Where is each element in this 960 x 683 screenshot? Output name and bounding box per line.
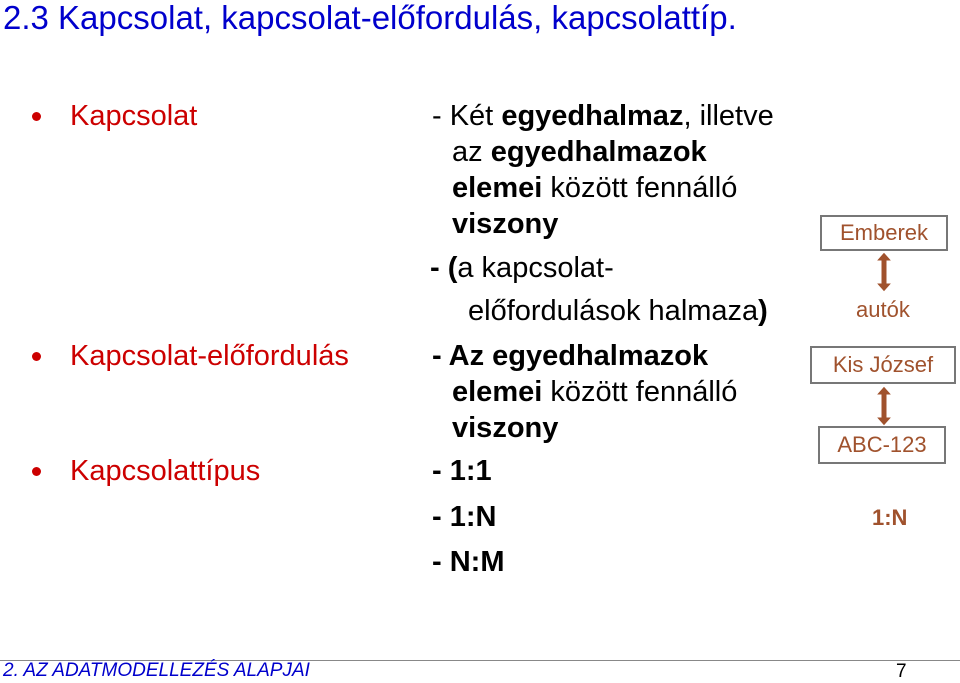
- text: , illetve: [683, 100, 774, 132]
- text-bold: - Az egyedhalmazok: [432, 340, 709, 372]
- instance-box-abc-123: ABC-123: [818, 426, 946, 464]
- slide-title: 2.3 Kapcsolat, kapcsolat-előfordulás, kapcsolattíp.: [3, 0, 737, 36]
- desc-elofordulas-line2: [452, 375, 737, 409]
- text-bold: elemei: [452, 172, 543, 204]
- cardinality-label: 1:N: [872, 505, 908, 530]
- double-arrow-icon: [874, 252, 894, 292]
- text-bold: - (: [430, 252, 458, 284]
- text-bold: egyedhalmazok: [490, 136, 707, 168]
- text-bold: viszony: [452, 208, 559, 240]
- type-1-n: [432, 500, 496, 534]
- bullet-dot: [32, 112, 41, 121]
- desc-kapcsolat-line2: [452, 135, 707, 169]
- desc-elofordulas-line3: [452, 411, 558, 445]
- desc-kapcsolat-line1: [432, 99, 774, 133]
- desc-kapcsolat-line6: [468, 294, 768, 328]
- entity-box-emberek: Emberek: [820, 215, 948, 251]
- type-1-1: [432, 454, 492, 488]
- term-kapcsolat: Kapcsolat: [70, 100, 198, 132]
- term-kapcsolat-elofordulas: Kapcsolat-előfordulás: [70, 340, 349, 372]
- text: előfordulások halmaza: [468, 295, 759, 327]
- instance-box-kis-jozsef: Kis József: [810, 346, 956, 384]
- text-bold: - 1:1: [432, 455, 492, 487]
- text: - Két: [432, 100, 502, 132]
- term-kapcsolattipus: Kapcsolattípus: [70, 455, 261, 487]
- text: az: [452, 136, 491, 168]
- double-arrow-icon: [874, 386, 894, 426]
- text-bold: elemei: [452, 376, 543, 408]
- desc-kapcsolat-line3: [452, 171, 737, 205]
- desc-elofordulas-line1: [432, 339, 708, 373]
- text: között fennálló: [542, 172, 738, 204]
- desc-kapcsolat-line4: [452, 207, 558, 241]
- text-bold: ): [758, 295, 768, 327]
- bullet-dot: [32, 352, 41, 361]
- text: között fennálló: [542, 376, 738, 408]
- desc-kapcsolat-line5: [430, 251, 614, 285]
- text-bold: - N:M: [432, 546, 505, 578]
- bullet-dot: [32, 467, 41, 476]
- text-bold: - 1:N: [432, 501, 497, 533]
- entity-label-autok: autók: [856, 297, 910, 322]
- text-bold: viszony: [452, 412, 559, 444]
- page-number: 7: [896, 661, 907, 682]
- text: a kapcsolat-: [457, 252, 614, 284]
- text-bold: egyedhalmaz: [501, 100, 684, 132]
- type-n-m: [432, 545, 504, 579]
- footer-text: 2. AZ ADATMODELLEZÉS ALAPJAI: [3, 660, 310, 681]
